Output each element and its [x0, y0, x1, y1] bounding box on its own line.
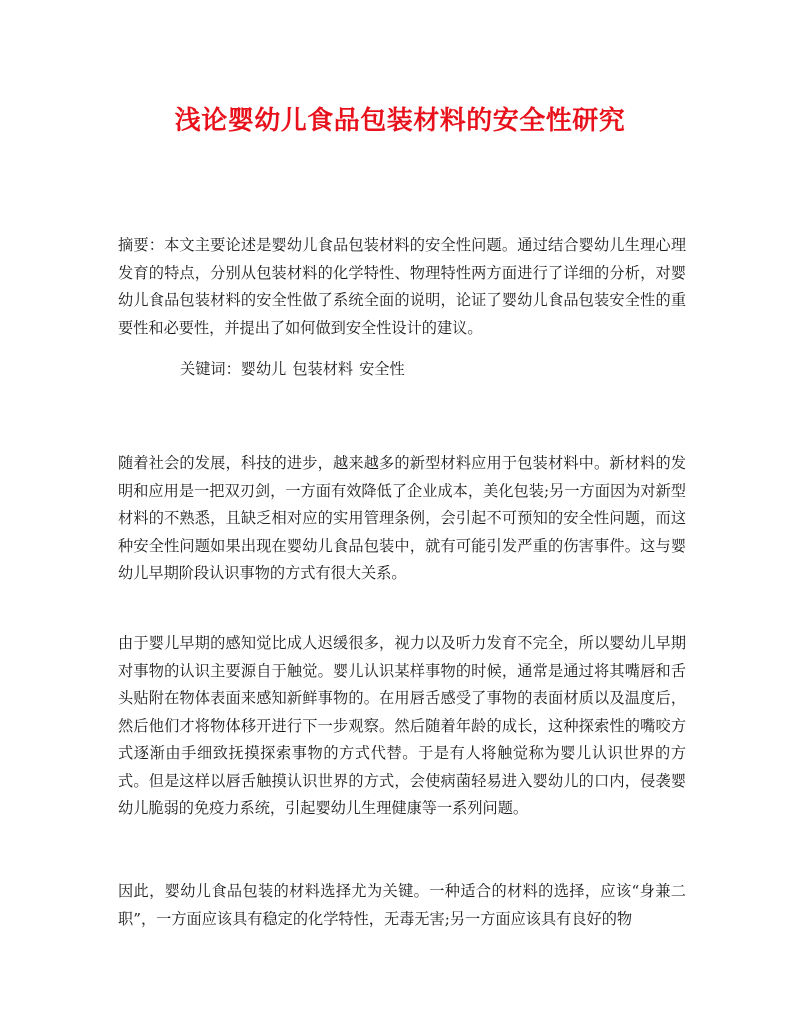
body-paragraph-1: 随着社会的发展，科技的进步，越来越多的新型材料应用于包装材料中。新材料的发明和应用是一把双刃剑，一方面有效降低了企业成本，美化包装;另一方面因为对新型材料的不熟悉，且缺乏相对应的实用管理条例，会引起不可预知的安全性问题，而这种安全性问题如果出现在婴幼儿食品包装中，就有可能引发严重的伤害事件。这与婴幼儿早期阶段认识事物的方式有很大关系。: [118, 454, 686, 582]
keyword-3: 安全性: [359, 360, 405, 378]
body-paragraph-2: 由于婴儿早期的感知觉比成人迟缓很多，视力以及听力发育不完全，所以婴幼儿早期对事物的认识主要源自于触觉。婴儿认识某样事物的时候，通常是通过将其嘴唇和舌头贴附在物体表面来感知新鲜事物的。在用唇舌感受了事物的表面材质以及温度后，然后他们才将物体移开进行下一步观察。然后随着年龄的成长，这种探索性的嘴咬方式逐渐由手细致抚摸探索事物的方式代替。于是有人将触觉称为婴儿认识世界的方式。但是这样以唇舌触摸认识世界的方式，会使病菌轻易进入婴幼儿的口内，侵袭婴幼儿脆弱的免疫力系统，引起婴幼儿生理健康等一系列问题。: [118, 634, 686, 817]
keywords-label: 关键词：: [180, 360, 241, 378]
abstract-paragraph: 摘要：本文主要论述是婴幼儿食品包装材料的安全性问题。通过结合婴幼儿生理心理发育的特点，分别从包装材料的化学特性、物理特性两方面进行了详细的分析，对婴幼儿食品包装材料的安全性做了系统全面的说明，论证了婴幼儿食品包装安全性的重要性和必要性，并提出了如何做到安全性设计的建议。: [118, 236, 686, 337]
body-paragraph-3: 因此，婴幼儿食品包装的材料选择尤为关键。一种适合的材料的选择，应该“身兼二职”，一方面应该具有稳定的化学特性，无毒无害;另一方面应该具有良好的物: [118, 882, 686, 928]
keyword-2: 包装材料: [292, 360, 354, 378]
document-title: 浅论婴幼儿食品包装材料的安全性研究: [174, 106, 626, 136]
keyword-1: 婴幼儿: [240, 360, 287, 378]
keywords-line: [180, 356, 686, 384]
